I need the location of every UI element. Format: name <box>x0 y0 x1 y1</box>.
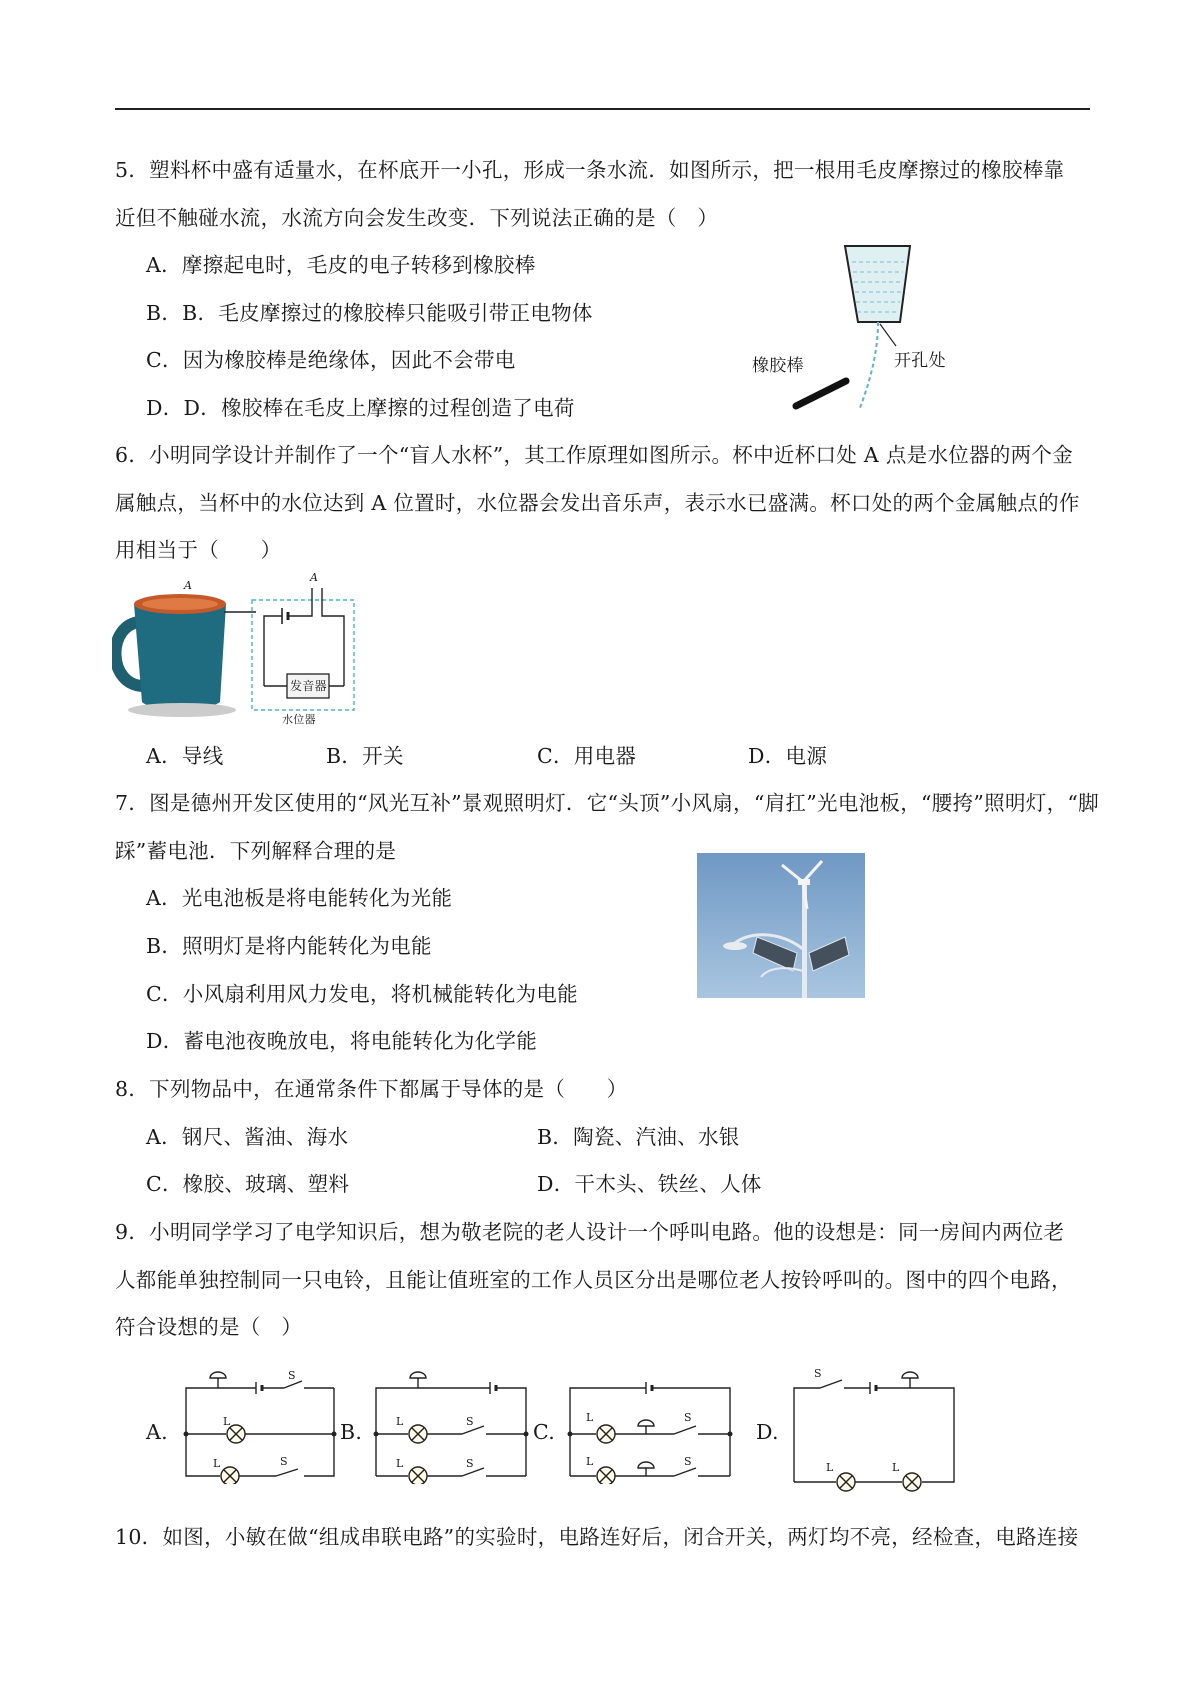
q6-figure-cup-circuit <box>112 571 362 732</box>
q9-stem-line1: 9．小明同学学习了电学知识后，想为敬老院的老人设计一个呼叫电路。他的设想是：同一房间内两位老 <box>115 1220 1065 1244</box>
q5-stem-line1: 5．塑料杯中盛有适量水，在杯底开一小孔，形成一条水流．如图所示，把一根用毛皮摩擦过的橡胶棒靠 <box>115 158 1065 182</box>
q9-circuit-a <box>180 1364 340 1484</box>
q5-label-hole: 开孔处 <box>894 351 946 371</box>
q9-circuit-letter-d[interactable]: D. <box>756 1420 779 1444</box>
q8-option-b[interactable]: B．陶瓷、汽油、水银 <box>537 1125 740 1149</box>
q9-b-lamp-label-1: L <box>396 1415 404 1428</box>
q9-a-lamp-label-1: L <box>223 1415 231 1428</box>
q7-stem-line1: 7．图是德州开发区使用的“风光互补”景观照明灯．它“头顶”小风扇，“肩扛”光电池板，“腰挎”照明灯，“脚 <box>115 791 1099 815</box>
q7-option-a[interactable]: A．光电池板是将电能转化为光能 <box>146 886 453 910</box>
q6-label-device: 水位器 <box>282 713 316 726</box>
q9-a-switch-label-1: S <box>288 1369 296 1382</box>
q5-stem-line2: 近但不触碰水流，水流方向会发生改变．下列说法正确的是（ ） <box>115 206 719 230</box>
q9-d-switch-label: S <box>814 1367 822 1380</box>
q5-option-c[interactable]: C．因为橡胶棒是绝缘体，因此不会带电 <box>146 348 516 372</box>
q9-b-switch-label-1: S <box>466 1415 474 1428</box>
q9-circuit-letter-c[interactable]: C. <box>533 1420 556 1444</box>
q6-stem-line3: 用相当于（ ） <box>115 538 282 562</box>
q9-stem-line3: 符合设想的是（ ） <box>115 1315 303 1339</box>
q9-circuit-c <box>566 1364 741 1484</box>
q9-circuit-d <box>790 1364 965 1494</box>
q9-c-lamp-label-1: L <box>586 1411 594 1424</box>
q9-d-lamp-label-1: L <box>826 1461 834 1474</box>
q5-option-a[interactable]: A．摩擦起电时，毛皮的电子转移到橡胶棒 <box>146 253 536 277</box>
q6-stem-line1: 6．小明同学设计并制作了一个“盲人水杯”，其工作原理如图所示。杯中近杯口处 A 点是水位器的两个金 <box>115 443 1074 467</box>
q9-stem-line2: 人都能单独控制同一只电铃，且能让值班室的工作人员区分出是哪位老人按铃呼叫的。图中的四个电路， <box>115 1268 1072 1292</box>
q9-b-switch-label-2: S <box>466 1457 474 1470</box>
q9-c-switch-label-2: S <box>684 1455 692 1468</box>
q8-option-c[interactable]: C．橡胶、玻璃、塑料 <box>146 1172 350 1196</box>
q7-option-b[interactable]: B．照明灯是将内能转化为电能 <box>146 934 432 958</box>
q6-stem-line2: 属触点，当杯中的水位达到 A 位置时，水位器会发出音乐声，表示水已盛满。杯口处的两个金属触点的作 <box>115 491 1080 515</box>
q6-option-c[interactable]: C．用电器 <box>537 744 637 768</box>
q9-a-switch-label-2: S <box>280 1455 288 1468</box>
q5-figure-cup-water-rod <box>752 236 980 416</box>
q9-c-switch-label-1: S <box>684 1411 692 1424</box>
q9-d-lamp-label-2: L <box>892 1461 900 1474</box>
q8-option-d[interactable]: D．干木头、铁丝、人体 <box>537 1172 762 1196</box>
q6-option-a[interactable]: A．导线 <box>146 744 224 768</box>
q9-a-lamp-label-2: L <box>213 1457 221 1470</box>
q8-stem-line1: 8．下列物品中，在通常条件下都属于导体的是（ ） <box>115 1077 628 1101</box>
q5-label-rod: 橡胶棒 <box>752 356 804 376</box>
q9-c-lamp-label-2: L <box>586 1455 594 1468</box>
q7-option-d[interactable]: D．蓄电池夜晚放电，将电能转化为化学能 <box>146 1029 538 1053</box>
q9-circuit-letter-b[interactable]: B. <box>340 1420 363 1444</box>
q6-label-a-circuit: A <box>310 571 319 584</box>
q6-label-buzzer: 发音器 <box>290 679 327 693</box>
header-rule <box>115 108 1090 110</box>
q6-label-a-cup: A <box>184 579 193 592</box>
q9-circuit-letter-a[interactable]: A. <box>146 1420 168 1444</box>
q9-circuit-b <box>372 1364 532 1484</box>
q6-option-d[interactable]: D．电源 <box>748 744 828 768</box>
q9-b-lamp-label-2: L <box>396 1457 404 1470</box>
q5-option-d[interactable]: D．D．橡胶棒在毛皮上摩擦的过程创造了电荷 <box>146 396 575 420</box>
q7-photo-wind-solar-streetlight <box>697 853 865 998</box>
q5-option-b[interactable]: B．B．毛皮摩擦过的橡胶棒只能吸引带正电物体 <box>146 301 593 325</box>
q6-option-b[interactable]: B．开关 <box>326 744 404 768</box>
q7-option-c[interactable]: C．小风扇利用风力发电，将机械能转化为电能 <box>146 982 578 1006</box>
q10-stem-line1: 10．如图，小敏在做“组成串联电路”的实验时，电路连好后，闭合开关，两灯均不亮，经检查，电路连接 <box>115 1525 1079 1549</box>
q7-stem-line2: 踩”蓄电池．下列解释合理的是 <box>115 839 397 863</box>
q8-option-a[interactable]: A．钢尺、酱油、海水 <box>146 1125 349 1149</box>
